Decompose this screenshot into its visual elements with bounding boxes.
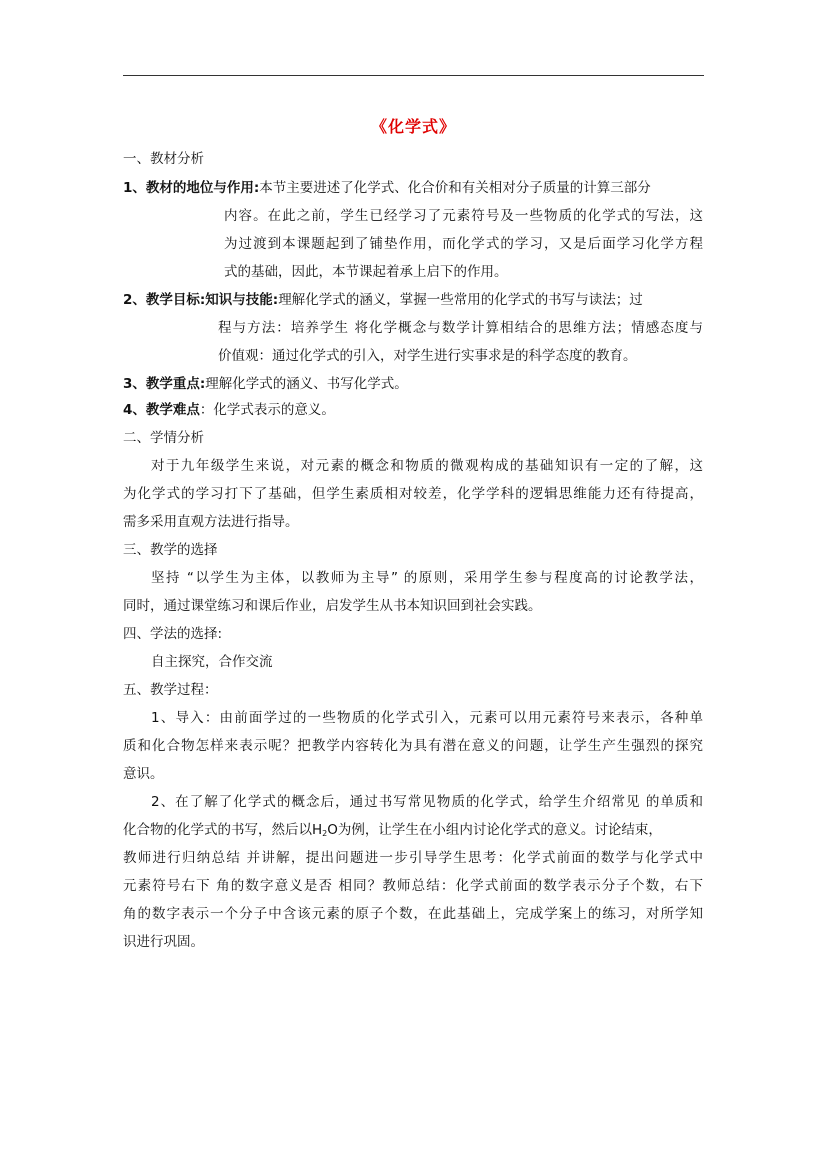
item-2-label: 2、教学目标: — [123, 292, 206, 308]
item-3-text: 理解化学式的涵义、书写化学式。 — [205, 376, 408, 392]
document-title: 《化学式》 — [370, 117, 456, 136]
formula-h: H — [312, 822, 323, 838]
sec4-text: 自主探究，合作交流 — [151, 654, 273, 670]
section-heading-1: 一、教材分析 — [123, 151, 204, 167]
item-1-first-line — [123, 178, 703, 198]
sec5-p2-text-3: 教师进行归纳总结 并讲解，提出问题进一步引导学生思考：化学式前面的数学与化学式中 — [123, 850, 703, 866]
sec2-text-1: 对于九年级学生来说，对元素的概念和物质的微观构成的基础知识有一定的了解，这 — [151, 458, 703, 474]
item-1-text-4: 式的基础，因此，本节课起着承上启下的作用。 — [224, 264, 508, 280]
section-heading-5: 五、教学过程： — [123, 682, 218, 698]
sec2-text-2: 为化学式的学习打下了基础，但学生素质相对较差，化学学科的逻辑思维能力还有待提高， — [123, 486, 703, 502]
sec5-p2-text-2 — [123, 820, 703, 844]
item-2-sublabel: 知识与技能: — [205, 292, 279, 308]
sec5-p2-text-6: 识进行巩固。 — [123, 934, 204, 950]
sec3-text-2: 同时，通过课堂练习和课后作业，启发学生从书本知识回到社会实践。 — [123, 598, 542, 614]
item-3-label: 3、教学重点: — [123, 376, 206, 392]
section-heading-4: 四、学法的选择: — [123, 626, 223, 642]
item-4-text: ：化学式表示的意义。 — [199, 402, 335, 418]
formula-subscript: 2 — [322, 829, 328, 838]
sec5-p2-text-5: 角的数字表示一个分子中含该元素的原子个数，在此基础上，完成学案上的练习，对所学知 — [123, 906, 703, 922]
item-1-text-3: 为过渡到本课题起到了铺垫作用，而化学式的学习，又是后面学习化学方程 — [224, 236, 703, 252]
item-2-text-1: 理解化学式的涵义，掌握一些常用的化学式的书写与读法；过 — [278, 292, 643, 308]
sec5-p2-text-1: 2、在了解了化学式的概念后，通过书写常见物质的化学式，给学生介绍常见 的单质和 — [151, 794, 703, 810]
section-heading-3: 三、教学的选择 — [123, 542, 218, 558]
item-4-label: 4、教学难点 — [123, 402, 200, 418]
sec5-p2-text-2b: 为例，让学生在小组内讨论化学式的意义。讨论结束， — [337, 822, 662, 838]
item-2-text-2: 程与方法：培养学生 将化学概念与数学计算相结合的思维方法；情感态度与 — [218, 320, 703, 336]
item-3-line — [123, 374, 408, 394]
sec5-p2-text-4: 元素符号右下 角的数字意义是否 相同？教师总结：化学式前面的数学表示分子个数，右下 — [123, 878, 703, 894]
sec2-text-3: 需多采用直观方法进行指导。 — [123, 514, 299, 530]
item-2-text-3: 价值观：通过化学式的引入，对学生进行实事求是的科学态度的教育。 — [218, 348, 637, 364]
item-1-text-1: 本节主要进述了化学式、化合价和有关相对分子质量的计算三部分 — [259, 180, 651, 196]
sec5-p1-text-2: 质和化合物怎样来表示呢？把教学内容转化为具有潜在意义的问题，让学生产生强烈的探究 — [123, 738, 703, 754]
sec5-p2-text-2a: 化合物的化学式的书写，然后以 — [123, 822, 312, 838]
section-heading-2: 二、学情分析 — [123, 430, 204, 446]
header-rule — [123, 75, 704, 76]
sec5-p1-text-1: 1、导入：由前面学过的一些物质的化学式引入，元素可以用元素符号来表示，各种单 — [151, 710, 703, 726]
item-4-line — [123, 400, 335, 420]
item-2-first-line — [123, 290, 643, 310]
water-formula — [312, 822, 338, 838]
sec3-text-1: 坚持 “以学生为主体，以教师为主导” 的原则，采用学生参与程度高的讨论教学法， — [151, 570, 703, 586]
sec5-p1-text-3: 意识。 — [123, 766, 164, 782]
formula-o: O — [327, 822, 338, 838]
item-1-label: 1、教材的地位与作用: — [123, 180, 260, 196]
item-1-text-2: 内容。在此之前，学生已经学习了元素符号及一些物质的化学式的写法，这 — [224, 208, 703, 224]
